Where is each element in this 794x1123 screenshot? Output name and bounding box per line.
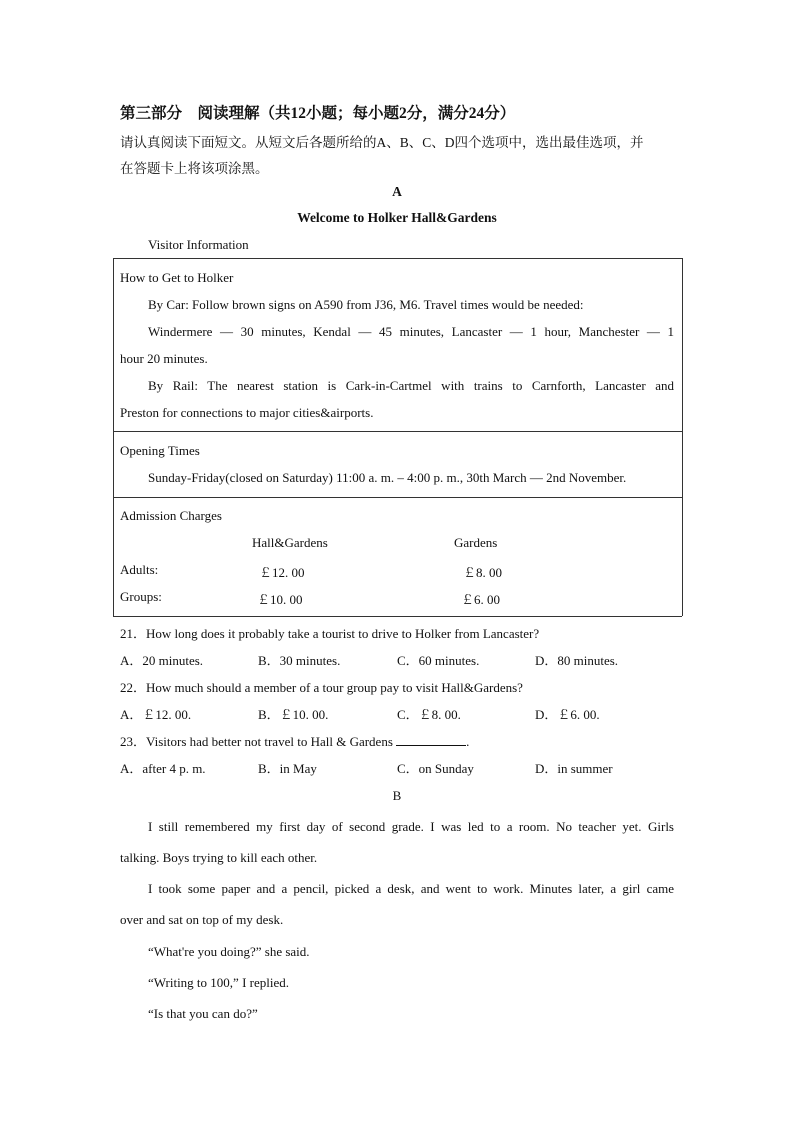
question-23-stem — [120, 731, 469, 750]
admission-row-hall-price: ￡12. 00 — [259, 565, 305, 580]
by-car-line: By Car: Follow brown signs on A590 from J36, M6. Travel times would be needed: — [148, 297, 584, 312]
question-option[interactable]: C．￡8. 00. — [397, 707, 461, 722]
admission-heading: Admission Charges — [120, 508, 222, 523]
visitor-info-heading: Visitor Information — [148, 237, 249, 252]
question-option[interactable]: A．￡12. 00. — [120, 707, 192, 722]
admission-row-label: Groups: — [120, 589, 162, 604]
question-option[interactable]: C．on Sunday — [397, 761, 474, 776]
question-option[interactable]: D．￡6. 00. — [535, 707, 600, 722]
table-divider-2 — [113, 497, 682, 498]
table-bottom-border — [113, 616, 682, 617]
question-23-stem-end: . — [466, 734, 470, 749]
passage-b-p5: “Is that you can do?” — [148, 1006, 258, 1021]
question-option[interactable]: A．20 minutes. — [120, 653, 204, 668]
admission-col-gardens: Gardens — [454, 535, 498, 550]
passage-b-p2-line-1: I took some paper and a pencil, picked a desk, and went to work. Minutes later, a girl came — [148, 881, 674, 896]
passage-b-p1-line-1: I still remembered my first day of second grade. I was led to a room. No teacher yet. Girls — [148, 819, 674, 834]
admission-col-hall: Hall&Gardens — [252, 535, 328, 550]
passage-b-p3: “What're you doing?” she said. — [148, 944, 310, 959]
question-22-stem: 22．How much should a member of a tour group pay to visit Hall&Gardens? — [120, 680, 523, 695]
passage-b-p2-line-2: over and sat on top of my desk. — [120, 912, 284, 927]
passage-a-letter: A — [392, 184, 402, 199]
table-top-border — [113, 258, 682, 259]
answer-blank — [396, 733, 466, 746]
table-divider-1 — [113, 431, 682, 432]
question-option[interactable]: B．30 minutes. — [258, 653, 341, 668]
instructions-line-1: 请认真阅读下面短文。从短文后各题所给的A、B、C、D四个选项中，选出最佳选项，并 — [120, 135, 644, 150]
passage-a-title: Welcome to Holker Hall&Gardens — [297, 210, 497, 225]
opening-times-detail: Sunday-Friday(closed on Saturday) 11:00 a. m. – 4:00 p. m., 30th March — 2nd November. — [148, 470, 627, 485]
question-option[interactable]: D．80 minutes. — [535, 653, 619, 668]
question-option[interactable]: B．in May — [258, 761, 317, 776]
question-23-stem-text: 23．Visitors had better not travel to Hall & Gardens — [120, 734, 397, 749]
opening-times-heading: Opening Times — [120, 443, 200, 458]
passage-b-p1-line-2: talking. Boys trying to kill each other. — [120, 850, 318, 865]
section-title: 第三部分 阅读理解（共12小题；每小题2分，满分24分） — [120, 105, 516, 122]
how-to-get-heading: How to Get to Holker — [120, 270, 234, 285]
passage-b-p4: “Writing to 100,” I replied. — [148, 975, 289, 990]
admission-row-label: Adults: — [120, 562, 159, 577]
admission-row-hall-price: ￡10. 00 — [257, 592, 303, 607]
by-rail-line-1: By Rail: The nearest station is Cark-in-Cartmel with trains to Carnforth, Lancaster and — [148, 378, 674, 393]
question-option[interactable]: D．in summer — [535, 761, 613, 776]
admission-row-gardens-price: ￡6. 00 — [461, 592, 501, 607]
instructions-line-2: 在答题卡上将该项涂黑。 — [120, 161, 269, 176]
question-option[interactable]: A．after 4 p. m. — [120, 761, 206, 776]
admission-row-gardens-price: ￡8. 00 — [463, 565, 503, 580]
question-21-stem: 21．How long does it probably take a tourist to drive to Holker from Lancaster? — [120, 626, 540, 641]
travel-times-line-2: hour 20 minutes. — [120, 351, 208, 366]
by-rail-line-2: Preston for connections to major cities&airports. — [120, 405, 374, 420]
question-option[interactable]: C．60 minutes. — [397, 653, 480, 668]
question-option[interactable]: B．￡10. 00. — [258, 707, 329, 722]
passage-b-letter: B — [392, 788, 402, 803]
travel-times-line-1: Windermere — 30 minutes, Kendal — 45 minutes, Lancaster — 1 hour, Manchester — 1 — [148, 324, 674, 339]
